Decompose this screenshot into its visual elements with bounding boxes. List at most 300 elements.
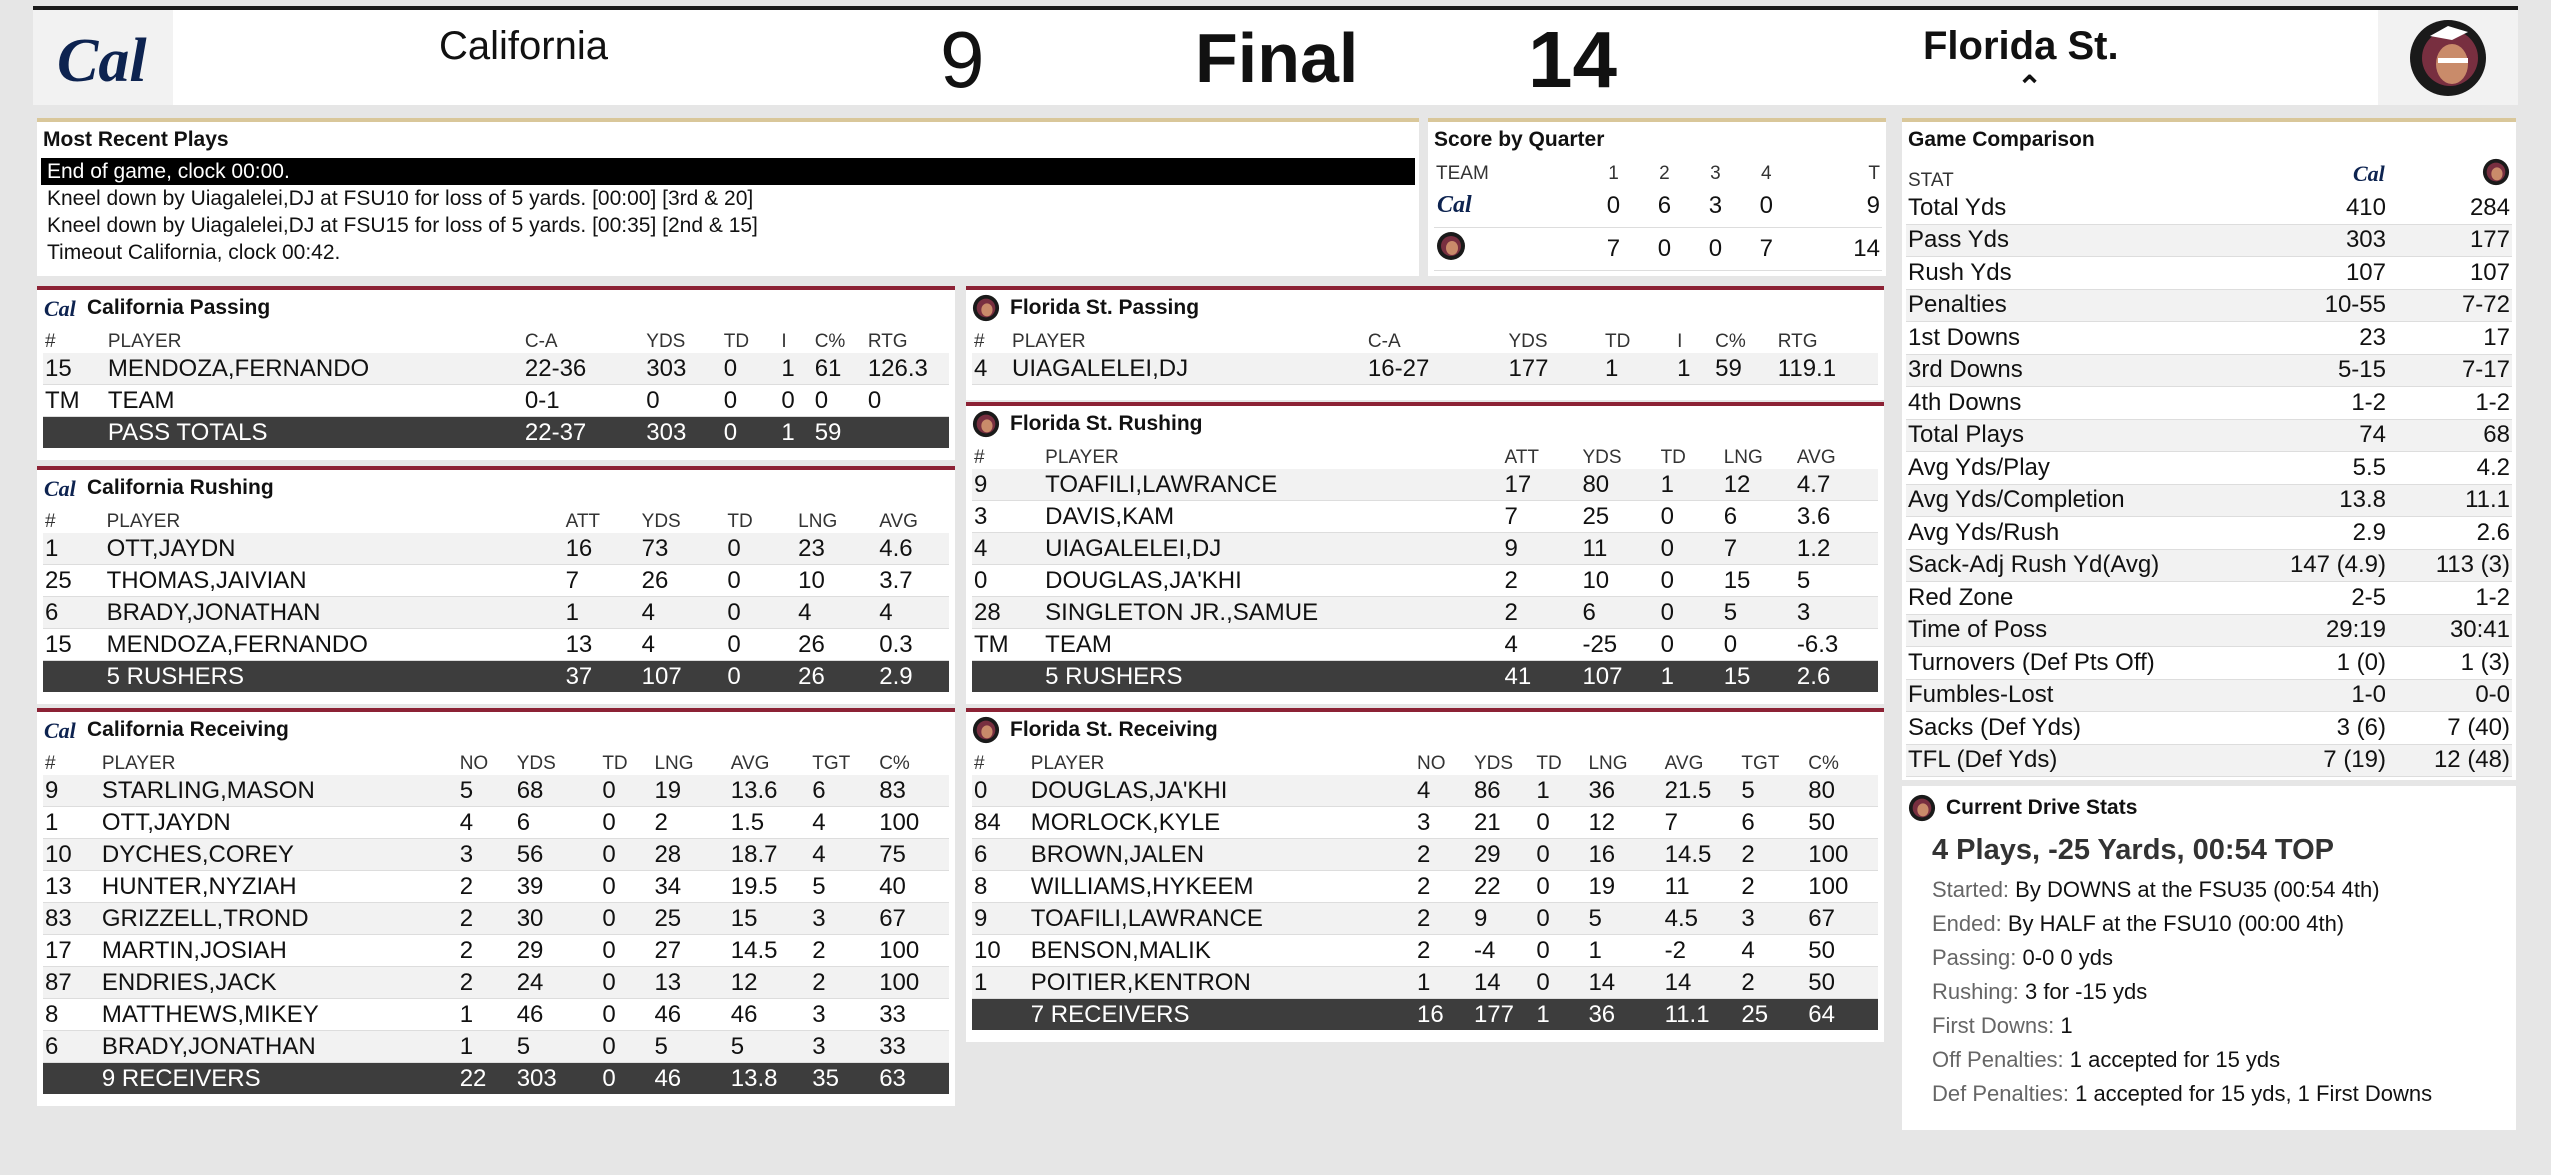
- col-header[interactable]: NO: [459, 753, 489, 774]
- svg-text:Cal: Cal: [57, 26, 147, 93]
- stat-cell: 25: [1582, 502, 1610, 530]
- player-name[interactable]: UIAGALELEI,DJ: [1010, 353, 1366, 385]
- col-header[interactable]: PLAYER: [1030, 753, 1105, 774]
- cal-stat-value: 29:19: [2264, 614, 2388, 647]
- stat-cell: 100: [1808, 872, 1849, 900]
- stat-cell: 67: [1806, 903, 1878, 935]
- col-header[interactable]: AVG: [1796, 447, 1836, 468]
- table-row: [43, 807, 949, 839]
- stat-cell: 39: [516, 872, 544, 900]
- table-row: [43, 629, 949, 661]
- stat-cell: 0: [600, 903, 652, 935]
- total-cell: 11.1: [1663, 999, 1740, 1031]
- table-row: [972, 533, 1878, 565]
- col-header[interactable]: #: [45, 331, 56, 352]
- score-by-quarter-title: Score by Quarter: [1434, 128, 1605, 151]
- totals-row: [972, 661, 1878, 693]
- stat-cell: 0-1: [524, 386, 560, 414]
- stat-cell: 56: [515, 839, 601, 871]
- comparison-row: [1906, 322, 2512, 355]
- drive-stat-value: By DOWNS at the FSU35 (00:54 4th): [2015, 877, 2380, 902]
- svg-text:Cal: Cal: [44, 718, 76, 743]
- fsu-stat-value: 1-2: [2388, 387, 2512, 420]
- fsu-rushing-header: [966, 406, 1884, 442]
- col-header[interactable]: YDS: [641, 511, 681, 532]
- seminole-head-icon: [2408, 18, 2488, 98]
- stat-cell: 0: [1534, 967, 1586, 999]
- col-header[interactable]: #: [45, 511, 56, 532]
- col-header[interactable]: TD: [727, 511, 753, 532]
- stat-cell: 4: [810, 839, 877, 871]
- stat-cell: 4: [877, 597, 949, 629]
- player-name[interactable]: BENSON,MALIK: [1030, 936, 1211, 964]
- table-row: [43, 385, 949, 417]
- player-name[interactable]: TOAFILI,LAWRANCE: [1029, 903, 1415, 935]
- stat-cell: 11: [1580, 533, 1658, 565]
- total-cell: PASS TOTALS: [106, 417, 523, 449]
- stat-cell: 9: [1502, 533, 1580, 565]
- stat-cell: 1: [1534, 775, 1586, 807]
- col-header[interactable]: PLAYER: [101, 753, 176, 774]
- total-cell: [43, 1063, 100, 1095]
- stat-cell: 6: [810, 775, 877, 807]
- home-team-name: Florida St.: [1923, 24, 2119, 68]
- stat-cell: 21: [1473, 808, 1501, 836]
- stat-label: Time of Poss: [1906, 614, 2264, 647]
- play-item[interactable]: Kneel down by Uiagalelei,DJ at FSU10 for loss of 5 yards. [00:00] [3rd & 20]: [47, 187, 754, 210]
- fsu-stat-value: 2.6: [2388, 517, 2512, 550]
- stat-cell: 9: [43, 775, 100, 807]
- stat-cell: 15: [45, 630, 72, 658]
- col-header[interactable]: C%: [879, 753, 910, 774]
- table-row: [972, 565, 1878, 597]
- stat-cell: 10: [1582, 566, 1610, 594]
- drive-stat-value: By HALF at the FSU10 (00:00 4th): [2007, 911, 2345, 936]
- table-row: [43, 999, 949, 1031]
- col-header[interactable]: TD: [723, 331, 750, 352]
- stat-cell: 28: [652, 839, 728, 871]
- stat-cell: 9: [1472, 903, 1534, 935]
- stat-cell: 16-27: [1366, 353, 1507, 385]
- fsu-stat-value: 7-17: [2388, 354, 2512, 387]
- col-header[interactable]: AVG: [879, 511, 918, 532]
- stat-cell: 0: [1534, 903, 1586, 935]
- table-row: [43, 967, 949, 999]
- col-header[interactable]: ATT: [565, 511, 601, 532]
- quarter-row-fsu: [1434, 228, 1882, 271]
- col-header[interactable]: LNG: [654, 753, 694, 774]
- stat-cell: 119.1: [1776, 353, 1878, 385]
- stat-cell: 68: [515, 775, 601, 807]
- stat-cell: 14: [1472, 967, 1534, 999]
- player-name[interactable]: OTT,JAYDN: [101, 808, 231, 836]
- stat-cell: 3: [1739, 903, 1806, 935]
- player-name[interactable]: THOMAS,JAIVIAN: [106, 566, 307, 594]
- stat-cell: 2: [458, 903, 515, 935]
- cal-stat-value: 5.5: [2264, 452, 2388, 485]
- stat-cell: 75: [877, 839, 949, 871]
- player-name[interactable]: BROWN,JALEN: [1029, 839, 1415, 871]
- table-row: [972, 935, 1878, 967]
- play-item[interactable]: Timeout California, clock 00:42.: [47, 241, 341, 264]
- fsu-stat-value: 107: [2388, 257, 2512, 290]
- header-row: [43, 748, 949, 775]
- stat-label: Pass Yds: [1906, 224, 2264, 257]
- stat-cell: 1: [1588, 936, 1602, 964]
- drive-stat-value: 1 accepted for 15 yds: [2069, 1047, 2281, 1072]
- stat-cell: 100: [879, 936, 920, 964]
- col-header[interactable]: PLAYER: [1012, 331, 1086, 352]
- stat-cell: 9: [972, 903, 1029, 935]
- quarter-score: 3: [1690, 185, 1741, 228]
- col-header[interactable]: C%: [1808, 753, 1839, 774]
- stat-cell: 0: [1536, 872, 1550, 900]
- stat-cell: 0: [727, 630, 741, 658]
- total-cell: 46: [652, 1063, 728, 1095]
- stat-cell: 12: [1722, 469, 1795, 501]
- stat-cell: 5: [812, 872, 826, 900]
- table-row: [43, 533, 949, 565]
- player-name[interactable]: BRADY,JONATHAN: [100, 1031, 458, 1063]
- stat-cell: 2: [459, 936, 474, 964]
- col-header[interactable]: AVG: [1664, 753, 1704, 774]
- fsu-receiving-header: [966, 712, 1884, 748]
- table-row: [43, 597, 949, 629]
- stat-cell: 15: [43, 353, 106, 385]
- stat-cell: 19: [1588, 872, 1616, 900]
- col-header[interactable]: TD: [1605, 331, 1631, 352]
- player-name[interactable]: HUNTER,NYZIAH: [101, 872, 297, 900]
- stat-cell: 100: [1806, 839, 1878, 871]
- col-header[interactable]: #: [45, 753, 56, 774]
- drive-stat-value: 1 accepted for 15 yds, 1 First Downs: [2075, 1081, 2433, 1106]
- drive-stat-line: [1932, 1013, 2516, 1047]
- total-cell: 2.9: [877, 661, 949, 693]
- total-cell: 13.8: [729, 1063, 810, 1095]
- col-header[interactable]: TD: [1660, 447, 1686, 468]
- stat-cell: 6: [43, 1031, 100, 1063]
- total-cell: 37: [564, 661, 640, 693]
- comparison-row: [1906, 257, 2512, 290]
- play-item[interactable]: Kneel down by Uiagalelei,DJ at FSU15 for loss of 5 yards. [00:35] [2nd & 15]: [47, 214, 758, 237]
- header-row: [972, 748, 1878, 775]
- stat-cell: 18.7: [729, 839, 810, 871]
- player-name[interactable]: BRADY,JONATHAN: [105, 597, 564, 629]
- col-header[interactable]: #: [974, 447, 985, 468]
- total-cell: 36: [1586, 999, 1662, 1031]
- play-item[interactable]: End of game, clock 00:00.: [41, 158, 1415, 185]
- stat-cell: 4.7: [1795, 469, 1878, 501]
- table-row: [972, 469, 1878, 501]
- stat-cell: 80: [1806, 775, 1878, 807]
- stat-cell: 0: [1723, 630, 1738, 658]
- cal-rushing-table: [43, 506, 949, 692]
- col-header[interactable]: PLAYER: [106, 511, 181, 532]
- stat-cell: 12: [1588, 808, 1616, 836]
- fsu-stat-value: 284: [2388, 192, 2512, 224]
- col-header[interactable]: TD: [602, 753, 628, 774]
- comparison-row: [1906, 679, 2512, 712]
- stat-cell: 2: [1415, 839, 1472, 871]
- stat-cell: 3: [1417, 808, 1431, 836]
- fsu-passing-header: [966, 290, 1884, 326]
- stat-cell: 0: [725, 597, 796, 629]
- stat-cell: 7: [565, 566, 579, 594]
- col-header[interactable]: C-A: [1367, 331, 1401, 352]
- stat-cell: 7: [1504, 502, 1518, 530]
- cal-rushing-panel: [37, 466, 955, 704]
- drive-stat-label: Started:: [1932, 877, 2010, 902]
- player-name[interactable]: TEAM: [1045, 630, 1112, 658]
- cal-stat-value: 2-5: [2264, 582, 2388, 615]
- stat-cell: 7: [1722, 533, 1795, 565]
- fsu-icon: [972, 716, 1000, 744]
- total-cell: 63: [877, 1063, 949, 1095]
- stat-cell: 22: [1473, 872, 1501, 900]
- stat-cell: 1: [1675, 353, 1713, 385]
- col-header[interactable]: C-A: [524, 331, 558, 352]
- fsu-icon: [972, 410, 1000, 438]
- stat-cell: 4: [972, 353, 1010, 385]
- col-header[interactable]: NO: [1417, 753, 1446, 774]
- stat-cell: 0: [1660, 566, 1674, 594]
- stat-cell: 21.5: [1663, 775, 1740, 807]
- fsu-icon: [1908, 794, 1936, 822]
- drive-stat-value: 0-0 0 yds: [2022, 945, 2114, 970]
- player-name[interactable]: WILLIAMS,HYKEEM: [1030, 872, 1254, 900]
- stat-cell: 3.7: [879, 566, 913, 594]
- col-header[interactable]: PLAYER: [107, 331, 182, 352]
- col-header[interactable]: RTG: [1777, 331, 1818, 352]
- cal-receiving-header: [37, 712, 955, 748]
- comparison-row: [1906, 224, 2512, 257]
- stat-cell: TM: [974, 630, 1009, 658]
- player-name[interactable]: ENDRIES,JACK: [100, 967, 458, 999]
- fsu-icon: [972, 294, 1000, 322]
- fsu-stat-value: 1-2: [2388, 582, 2512, 615]
- fsu-rushing-table: [972, 442, 1878, 692]
- stat-cell: 1: [458, 1031, 515, 1063]
- player-name[interactable]: STARLING,MASON: [100, 775, 458, 807]
- player-name[interactable]: MATTHEWS,MIKEY: [101, 1000, 319, 1028]
- stat-cell: 0: [602, 1000, 616, 1028]
- stat-cell: 15: [729, 903, 810, 935]
- stat-cell: 2: [1739, 839, 1806, 871]
- total-cell: 5 RUSHERS: [1043, 661, 1502, 693]
- col-header: 4: [1761, 163, 1772, 184]
- cal-icon: [43, 717, 77, 743]
- stat-label: 3rd Downs: [1906, 354, 2264, 387]
- quarter-score: 0: [1741, 185, 1792, 228]
- quarter-score: 7: [1741, 228, 1792, 271]
- stat-cell: 46: [730, 1000, 758, 1028]
- stat-label: Fumbles-Lost: [1906, 679, 2264, 712]
- totals-row: [972, 999, 1878, 1031]
- col-header[interactable]: LNG: [1588, 753, 1628, 774]
- col-header[interactable]: ATT: [1504, 447, 1539, 468]
- total-cell: 1: [1659, 661, 1722, 693]
- col-header[interactable]: YDS: [1582, 447, 1622, 468]
- stat-cell: 303: [644, 353, 721, 385]
- col-header[interactable]: LNG: [798, 511, 838, 532]
- player-name[interactable]: OTT,JAYDN: [105, 533, 564, 565]
- quarter-row-cal: [1434, 185, 1882, 228]
- total-score: 14: [1792, 228, 1882, 271]
- stat-cell: 2: [458, 967, 515, 999]
- stat-cell: 14.5: [730, 936, 778, 964]
- stat-cell: 87: [43, 967, 100, 999]
- stat-label: 4th Downs: [1906, 387, 2264, 420]
- total-cell: 22: [458, 1063, 515, 1095]
- stat-cell: 50: [1808, 808, 1835, 836]
- stat-cell: 2: [1415, 903, 1472, 935]
- drive-stat-label: Def Penalties:: [1932, 1081, 2069, 1106]
- stat-cell: 14: [1586, 967, 1662, 999]
- total-cell: 59: [813, 417, 866, 449]
- fsu-stat-value: 113 (3): [2388, 549, 2512, 582]
- away-team-name: California: [439, 24, 608, 68]
- col-header: STAT: [1908, 170, 1954, 191]
- stat-cell: 0: [867, 386, 882, 414]
- player-name[interactable]: TEAM: [107, 386, 175, 414]
- fsu-rushing-title: Florida St. Rushing: [1010, 412, 1203, 435]
- table-row: [43, 871, 949, 903]
- table-row: [43, 903, 949, 935]
- col-header[interactable]: #: [974, 753, 985, 774]
- col-header[interactable]: I: [1677, 331, 1683, 352]
- table-row: [972, 871, 1878, 903]
- stat-cell: 0: [723, 386, 738, 414]
- stat-cell: 5: [652, 1031, 728, 1063]
- total-cell: 35: [810, 1063, 877, 1095]
- col-header: 1: [1608, 163, 1619, 184]
- col-header: T: [1868, 163, 1880, 184]
- player-name[interactable]: UIAGALELEI,DJ: [1043, 533, 1502, 565]
- fsu-stat-value: 7 (40): [2388, 712, 2512, 745]
- player-name[interactable]: DOUGLAS,JA'KHI: [1045, 566, 1242, 594]
- stat-cell: 3.6: [1796, 502, 1831, 530]
- stat-cell: 17: [1502, 469, 1580, 501]
- stat-label: Turnovers (Def Pts Off): [1906, 647, 2264, 680]
- stat-cell: 2: [810, 967, 877, 999]
- comparison-row: [1906, 647, 2512, 680]
- col-header[interactable]: AVG: [730, 753, 770, 774]
- player-name[interactable]: DAVIS,KAM: [1045, 502, 1175, 530]
- stat-cell: 0: [646, 386, 660, 414]
- stat-label: Rush Yds: [1906, 257, 2264, 290]
- total-cell: 107: [640, 661, 726, 693]
- stat-label: Penalties: [1906, 289, 2264, 322]
- totals-row: [43, 661, 949, 693]
- stat-label: 1st Downs: [1906, 322, 2264, 355]
- player-name[interactable]: MENDOZA,FERNANDO: [106, 353, 523, 385]
- game-status: Final: [1195, 19, 1359, 97]
- game-comparison-table: [1906, 158, 2512, 777]
- col-header[interactable]: PLAYER: [1045, 447, 1119, 468]
- stat-cell: 6: [1580, 597, 1658, 629]
- player-name[interactable]: DOUGLAS,JA'KHI: [1029, 775, 1415, 807]
- stat-cell: 33: [877, 1031, 949, 1063]
- stat-cell: 6: [1741, 808, 1755, 836]
- stat-label: Avg Yds/Completion: [1906, 484, 2264, 517]
- col-header[interactable]: YDS: [1508, 331, 1548, 352]
- stat-cell: 5: [729, 1031, 810, 1063]
- stat-cell: 5: [1796, 566, 1811, 594]
- total-cell: [43, 661, 105, 693]
- stat-cell: 83: [877, 775, 949, 807]
- col-header[interactable]: LNG: [1723, 447, 1763, 468]
- col-header[interactable]: TGT: [812, 753, 851, 774]
- col-header[interactable]: I: [781, 331, 787, 352]
- col-header[interactable]: C%: [814, 331, 846, 352]
- svg-text:Cal: Cal: [44, 296, 76, 321]
- col-header: 3: [1710, 163, 1721, 184]
- col-header[interactable]: C%: [1715, 331, 1746, 352]
- stat-cell: 14: [1663, 967, 1740, 999]
- stat-cell: 1: [459, 1000, 474, 1028]
- stat-cell: 80: [1580, 469, 1658, 501]
- player-name[interactable]: DYCHES,COREY: [100, 839, 458, 871]
- stat-cell: 4: [640, 597, 726, 629]
- drive-stat-line: [1932, 877, 2516, 911]
- comparison-row: [1906, 484, 2512, 517]
- comparison-row: [1906, 192, 2512, 224]
- fsu-logo: [2378, 10, 2518, 105]
- table-row: [972, 353, 1878, 385]
- stat-cell: 40: [879, 872, 906, 900]
- stat-cell: 84: [974, 808, 1001, 836]
- table-row: [43, 1031, 949, 1063]
- col-header[interactable]: TD: [1536, 753, 1562, 774]
- player-name[interactable]: POITIER,KENTRON: [1029, 967, 1415, 999]
- svg-text:Cal: Cal: [1437, 191, 1472, 217]
- fsu-stat-value: 1 (3): [2388, 647, 2512, 680]
- stat-cell: TM: [45, 386, 80, 414]
- player-name[interactable]: MORLOCK,KYLE: [1030, 808, 1221, 836]
- drive-stat-label: Rushing:: [1932, 979, 2019, 1004]
- stat-cell: 2: [1741, 872, 1755, 900]
- stat-cell: 30: [515, 903, 601, 935]
- stat-cell: 26: [641, 566, 669, 594]
- col-header[interactable]: RTG: [867, 331, 908, 352]
- fsu-receiving-title: Florida St. Receiving: [1010, 718, 1218, 741]
- stat-cell: 27: [654, 936, 682, 964]
- comparison-row: [1906, 614, 2512, 647]
- col-header[interactable]: #: [974, 331, 985, 352]
- fsu-stat-value: 11.1: [2388, 484, 2512, 517]
- totals-row: [43, 417, 949, 449]
- stat-cell: 8: [45, 1000, 59, 1028]
- player-name[interactable]: TOAFILI,LAWRANCE: [1043, 469, 1502, 501]
- col-header[interactable]: YDS: [516, 753, 556, 774]
- total-cell: [972, 999, 1029, 1031]
- total-cell: 0: [600, 1063, 652, 1095]
- fsu-stat-value: 12 (48): [2388, 744, 2512, 777]
- fsu-icon: [1434, 228, 1588, 271]
- player-name[interactable]: MENDOZA,FERNANDO: [106, 630, 368, 658]
- col-header[interactable]: TGT: [1741, 753, 1780, 774]
- col-header[interactable]: YDS: [1473, 753, 1514, 774]
- stat-cell: 33: [879, 1000, 906, 1028]
- stat-cell: 0: [814, 386, 829, 414]
- drive-stat-line: [1932, 1081, 2516, 1115]
- player-name[interactable]: SINGLETON JR.,SAMUE: [1043, 597, 1502, 629]
- player-name[interactable]: MARTIN,JOSIAH: [101, 936, 287, 964]
- player-name[interactable]: GRIZZELL,TROND: [100, 903, 458, 935]
- stat-cell: 0: [972, 775, 1029, 807]
- col-header[interactable]: YDS: [646, 331, 686, 352]
- stat-cell: 5: [1739, 775, 1806, 807]
